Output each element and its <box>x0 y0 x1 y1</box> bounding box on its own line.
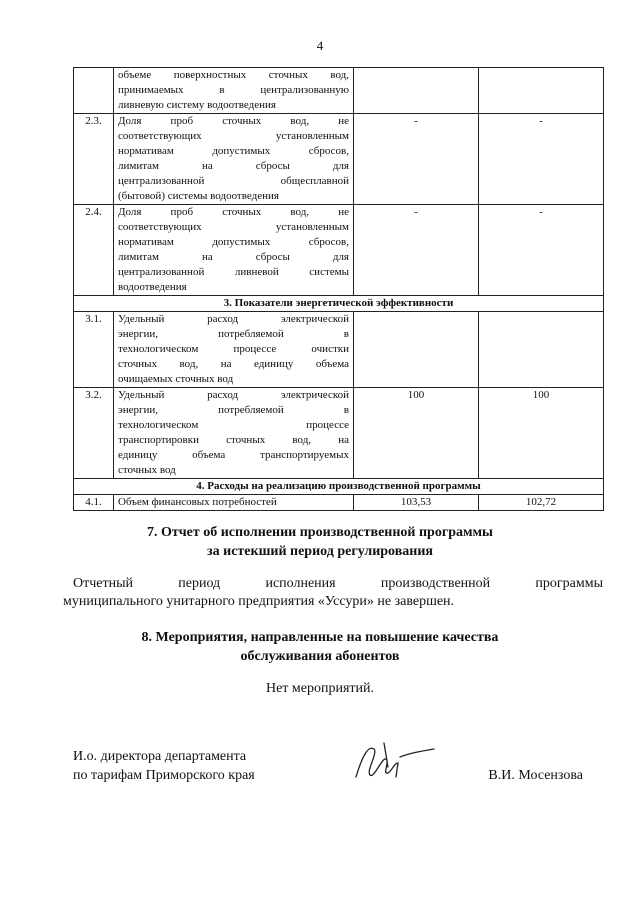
description-line: централизованной общесплавной <box>118 175 349 187</box>
section8-text: Нет мероприятий. <box>265 681 375 696</box>
description-line: Доля проб сточных вод, не <box>118 206 349 218</box>
section7-paragraph-line1: Отчетный период исполнения производственной программы <box>73 576 603 591</box>
row-number: 2.3. <box>74 114 114 205</box>
row-number: 3.1. <box>74 312 114 388</box>
value-year-1: - <box>354 205 479 296</box>
table-row <box>74 205 604 296</box>
value-year-1 <box>354 68 479 114</box>
description-line: энергии, потребляемой в <box>118 404 349 416</box>
handwritten-signature <box>348 737 438 787</box>
signatory-position: И.о. директора департамента по тарифам Приморского края <box>73 749 255 783</box>
section7-paragraph-line2: муниципального унитарного предприятия «Уссури» не завершен. <box>63 594 455 609</box>
value-year-2 <box>479 68 604 114</box>
value-year-2: - <box>479 114 604 205</box>
description-line: сточных вод <box>118 464 176 476</box>
value-year-1: 103,53 <box>354 495 479 511</box>
indicator-description <box>114 114 354 205</box>
description-line: единицу объема транспортируемых <box>118 449 349 461</box>
description-line: нормативам допустимых сбросов, <box>118 236 349 248</box>
description-line: Доля проб сточных вод, не <box>118 115 349 127</box>
value-year-2 <box>479 312 604 388</box>
value-year-1 <box>354 312 479 388</box>
description-line: нормативам допустимых сбросов, <box>118 145 349 157</box>
value-year-2: 100 <box>479 388 604 479</box>
indicator-description <box>114 312 354 388</box>
description-line: соответствующих установленным <box>118 130 349 142</box>
section-row-energy <box>74 296 604 312</box>
description-line: технологическом процессе <box>118 419 349 431</box>
description-line: объеме поверхностных сточных вод, <box>118 69 349 81</box>
description-line: Удельный расход электрической <box>118 313 349 325</box>
row-number: 2.4. <box>74 205 114 296</box>
table-row <box>74 68 604 114</box>
row-number: 3.2. <box>74 388 114 479</box>
indicators-table <box>73 67 604 511</box>
description-line: ливневую систему водоотведения <box>118 99 276 111</box>
description-line: транспортировки сточных вод, на <box>118 434 349 446</box>
description-line: водоотведения <box>118 281 187 293</box>
row-number: 4.1. <box>74 495 114 511</box>
table-row <box>74 114 604 205</box>
section-title: 4. Расходы на реализацию производственной программы <box>74 479 604 495</box>
description-line: очищаемых сточных вод <box>118 373 234 385</box>
table-row <box>74 388 604 479</box>
table-row <box>74 495 604 511</box>
description-line: принимаемых в централизованную <box>118 84 349 96</box>
page-number: 4 <box>316 38 324 53</box>
value-year-1: - <box>354 114 479 205</box>
description-line: энергии, потребляемой в <box>118 328 349 340</box>
section-row-expenses <box>74 479 604 495</box>
value-year-2: - <box>479 205 604 296</box>
section-title: 3. Показатели энергетической эффективности <box>74 296 604 312</box>
description-line: Удельный расход электрической <box>118 389 349 401</box>
indicator-description <box>114 205 354 296</box>
description-line: сточных вод, на единицу объема <box>118 358 349 370</box>
description-line: лимитам на сбросы для <box>118 160 349 172</box>
value-year-2: 102,72 <box>479 495 604 511</box>
section7-heading: 7. Отчет об исполнении производственной программы за истекший период регулирования <box>146 525 493 559</box>
table-row <box>74 312 604 388</box>
indicator-description: Объем финансовых потребностей <box>114 495 354 511</box>
description-line: соответствующих установленным <box>118 221 349 233</box>
indicator-description <box>114 388 354 479</box>
description-line: лимитам на сбросы для <box>118 251 349 263</box>
row-number <box>74 68 114 114</box>
section8-heading: 8. Мероприятия, направленные на повышение качества обслуживания абонентов <box>141 630 499 664</box>
signature-block <box>73 747 603 807</box>
description-line: централизованной ливневой системы <box>118 266 349 278</box>
indicator-description <box>114 68 354 114</box>
signatory-name: В.И. Мосензова <box>488 768 583 783</box>
description-line: технологическом процессе очистки <box>118 343 349 355</box>
value-year-1: 100 <box>354 388 479 479</box>
description-line: (бытовой) системы водоотведения <box>118 190 279 202</box>
